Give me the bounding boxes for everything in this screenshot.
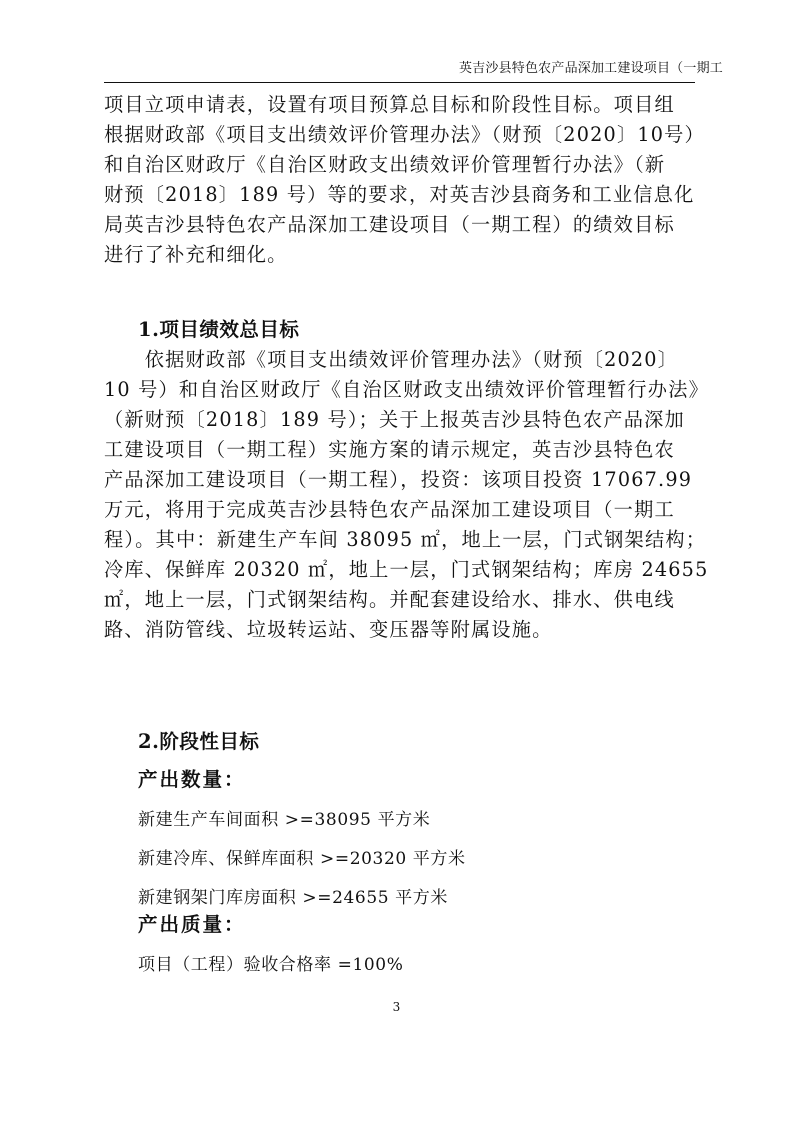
- output-quality-item: 项目（工程）验收合格率 =100%: [138, 955, 404, 975]
- section-1-line: 产品深加工建设项目（一期工程），投资：该项目投资 17067.99: [104, 468, 693, 491]
- output-quantity-heading: 产出数量：: [138, 768, 246, 791]
- intro-line: 项目立项申请表，设置有项目预算总目标和阶段性目标。项目组: [104, 93, 675, 116]
- section-1-line: 程）。其中：新建生产车间 38095 ㎡，地上一层，门式钢架结构；: [104, 528, 707, 551]
- intro-paragraph: [104, 90, 705, 270]
- intro-line: 财预〔2018〕189 号）等的要求，对英吉沙县商务和工业信息化: [104, 183, 695, 206]
- output-quantity-item: 新建冷库、保鲜库面积 >=20320 平方米: [138, 849, 466, 869]
- section-1-line: （新财预〔2018〕189 号）；关于上报英吉沙县特色农产品深加: [104, 408, 685, 431]
- output-quantity-item: 新建钢架门库房面积 >=24655 平方米: [138, 888, 448, 908]
- section-1-line: 工建设项目（一期工程）实施方案的请示规定，英吉沙县特色农: [104, 438, 675, 461]
- section-1-line: 冷库、保鲜库 20320 ㎡，地上一层，门式钢架结构；库房 24655: [104, 558, 709, 581]
- intro-line: 局英吉沙县特色农产品深加工建设项目（一期工程）的绩效目标: [104, 213, 675, 236]
- section-1-line: ㎡，地上一层，门式钢架结构。并配套建设给水、排水、供电线: [104, 588, 675, 611]
- intro-line: 和自治区财政厅《自治区财政支出绩效评价管理暂行办法》（新: [104, 153, 666, 176]
- section-1-line: 依据财政部《项目支出绩效评价管理办法》（财预〔2020〕: [104, 348, 679, 371]
- page-number: 3: [392, 1000, 401, 1014]
- section-1-heading: 1.项目绩效总目标: [138, 318, 300, 341]
- section-1-line: 10 号）和自治区财政厅《自治区财政支出绩效评价管理暂行办法》: [104, 378, 709, 401]
- intro-line: 进行了补充和细化。: [104, 243, 288, 266]
- output-quantity-item: 新建生产车间面积 >=38095 平方米: [138, 810, 431, 830]
- section-1-paragraph: [104, 345, 709, 645]
- intro-line: 根据财政部《项目支出绩效评价管理办法》（财预〔2020〕10号）: [104, 123, 705, 146]
- output-quality-heading: 产出质量：: [138, 913, 246, 936]
- section-1-line: 路、消防管线、垃圾转运站、变压器等附属设施。: [104, 618, 553, 641]
- running-header: 英吉沙县特色农产品深加工建设项目（一期工: [458, 61, 723, 76]
- header-rule: [104, 82, 695, 83]
- section-1-line: 万元，将用于完成英吉沙县特色农产品深加工建设项目（一期工: [104, 498, 675, 521]
- section-2-heading: 2.阶段性目标: [138, 730, 260, 753]
